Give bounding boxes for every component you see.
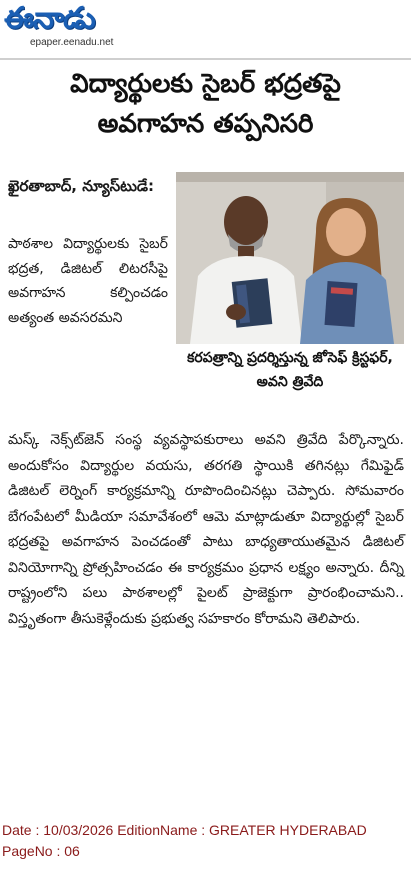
article-photo <box>176 172 404 344</box>
headline-line-1: విద్యార్థులకు సైబర్ భద్రతపై <box>70 69 341 99</box>
header-divider <box>0 58 411 60</box>
masthead <box>0 0 411 56</box>
person-man <box>184 184 302 344</box>
newspaper-logo[interactable]: ఈనాడు <box>4 1 95 36</box>
article-body <box>8 172 404 812</box>
headline-line-2: అవగాహన తప్పనిసరి <box>97 109 314 139</box>
person-woman <box>296 192 396 344</box>
left-column-text: పాఠశాల విద్యార్థులకు సైబర్ భద్రత, డిజిటల్ లిటరసీపై అవగాహన కల్పించడం అత్యంత అవసరమని <box>8 236 168 326</box>
site-url[interactable]: epaper.eenadu.net <box>30 37 114 48</box>
photo-caption: కరపత్రాన్ని ప్రదర్శిస్తున్న జోసెఫ్ క్రిస్టఫర్, అవని త్రివేది <box>176 346 404 398</box>
full-width-text: మస్క్ నెక్స్‌ట్‌జెన్ సంస్థ వ్యవస్థాపకురాలు అవని త్రివేది పేర్కొన్నారు. అందుకోసం విద్యార్థుల వయసు, తరగతి స్థాయికి తగినట్లు గేమిఫైడ్ డిజిటల్ లెర్నింగ్ కార్యక్రమాన్ని రూపొందించినట్లు చెప్పారు. సోమవారం బేగంపేటలో మీడియా సమావేశంలో ఆమె మాట్లాడుతూ విద్యార్థుల్లో సైబర్ భద్రతపై అవగాహన పెంచడంతో పాటు బాధ్యతాయుతమైన డిజిటల్ వినియోగాన్ని ప్రోత్సహించడం ఈ కార్యక్రమం ప్రధాన లక్ష్యం అన్నారు. దీన్ని రాష్ట్రంలోని పలు పాఠశాలల్లో పైలట్ ప్రాజెక్టుగా ప్రారంభించామని.. విస్తృతంగా తీసుకెళ్లేందుకు ప్రభుత్వ సహకారం కోరామని తెలిపారు. <box>8 432 404 627</box>
dateline: ఖైరతాబాద్, న్యూస్‌టుడే: <box>8 177 155 195</box>
article-headline <box>8 64 403 144</box>
edition-footer: Date : 10/03/2026 EditionName : GREATER HYDERABAD PageNo : 06 <box>2 822 367 859</box>
